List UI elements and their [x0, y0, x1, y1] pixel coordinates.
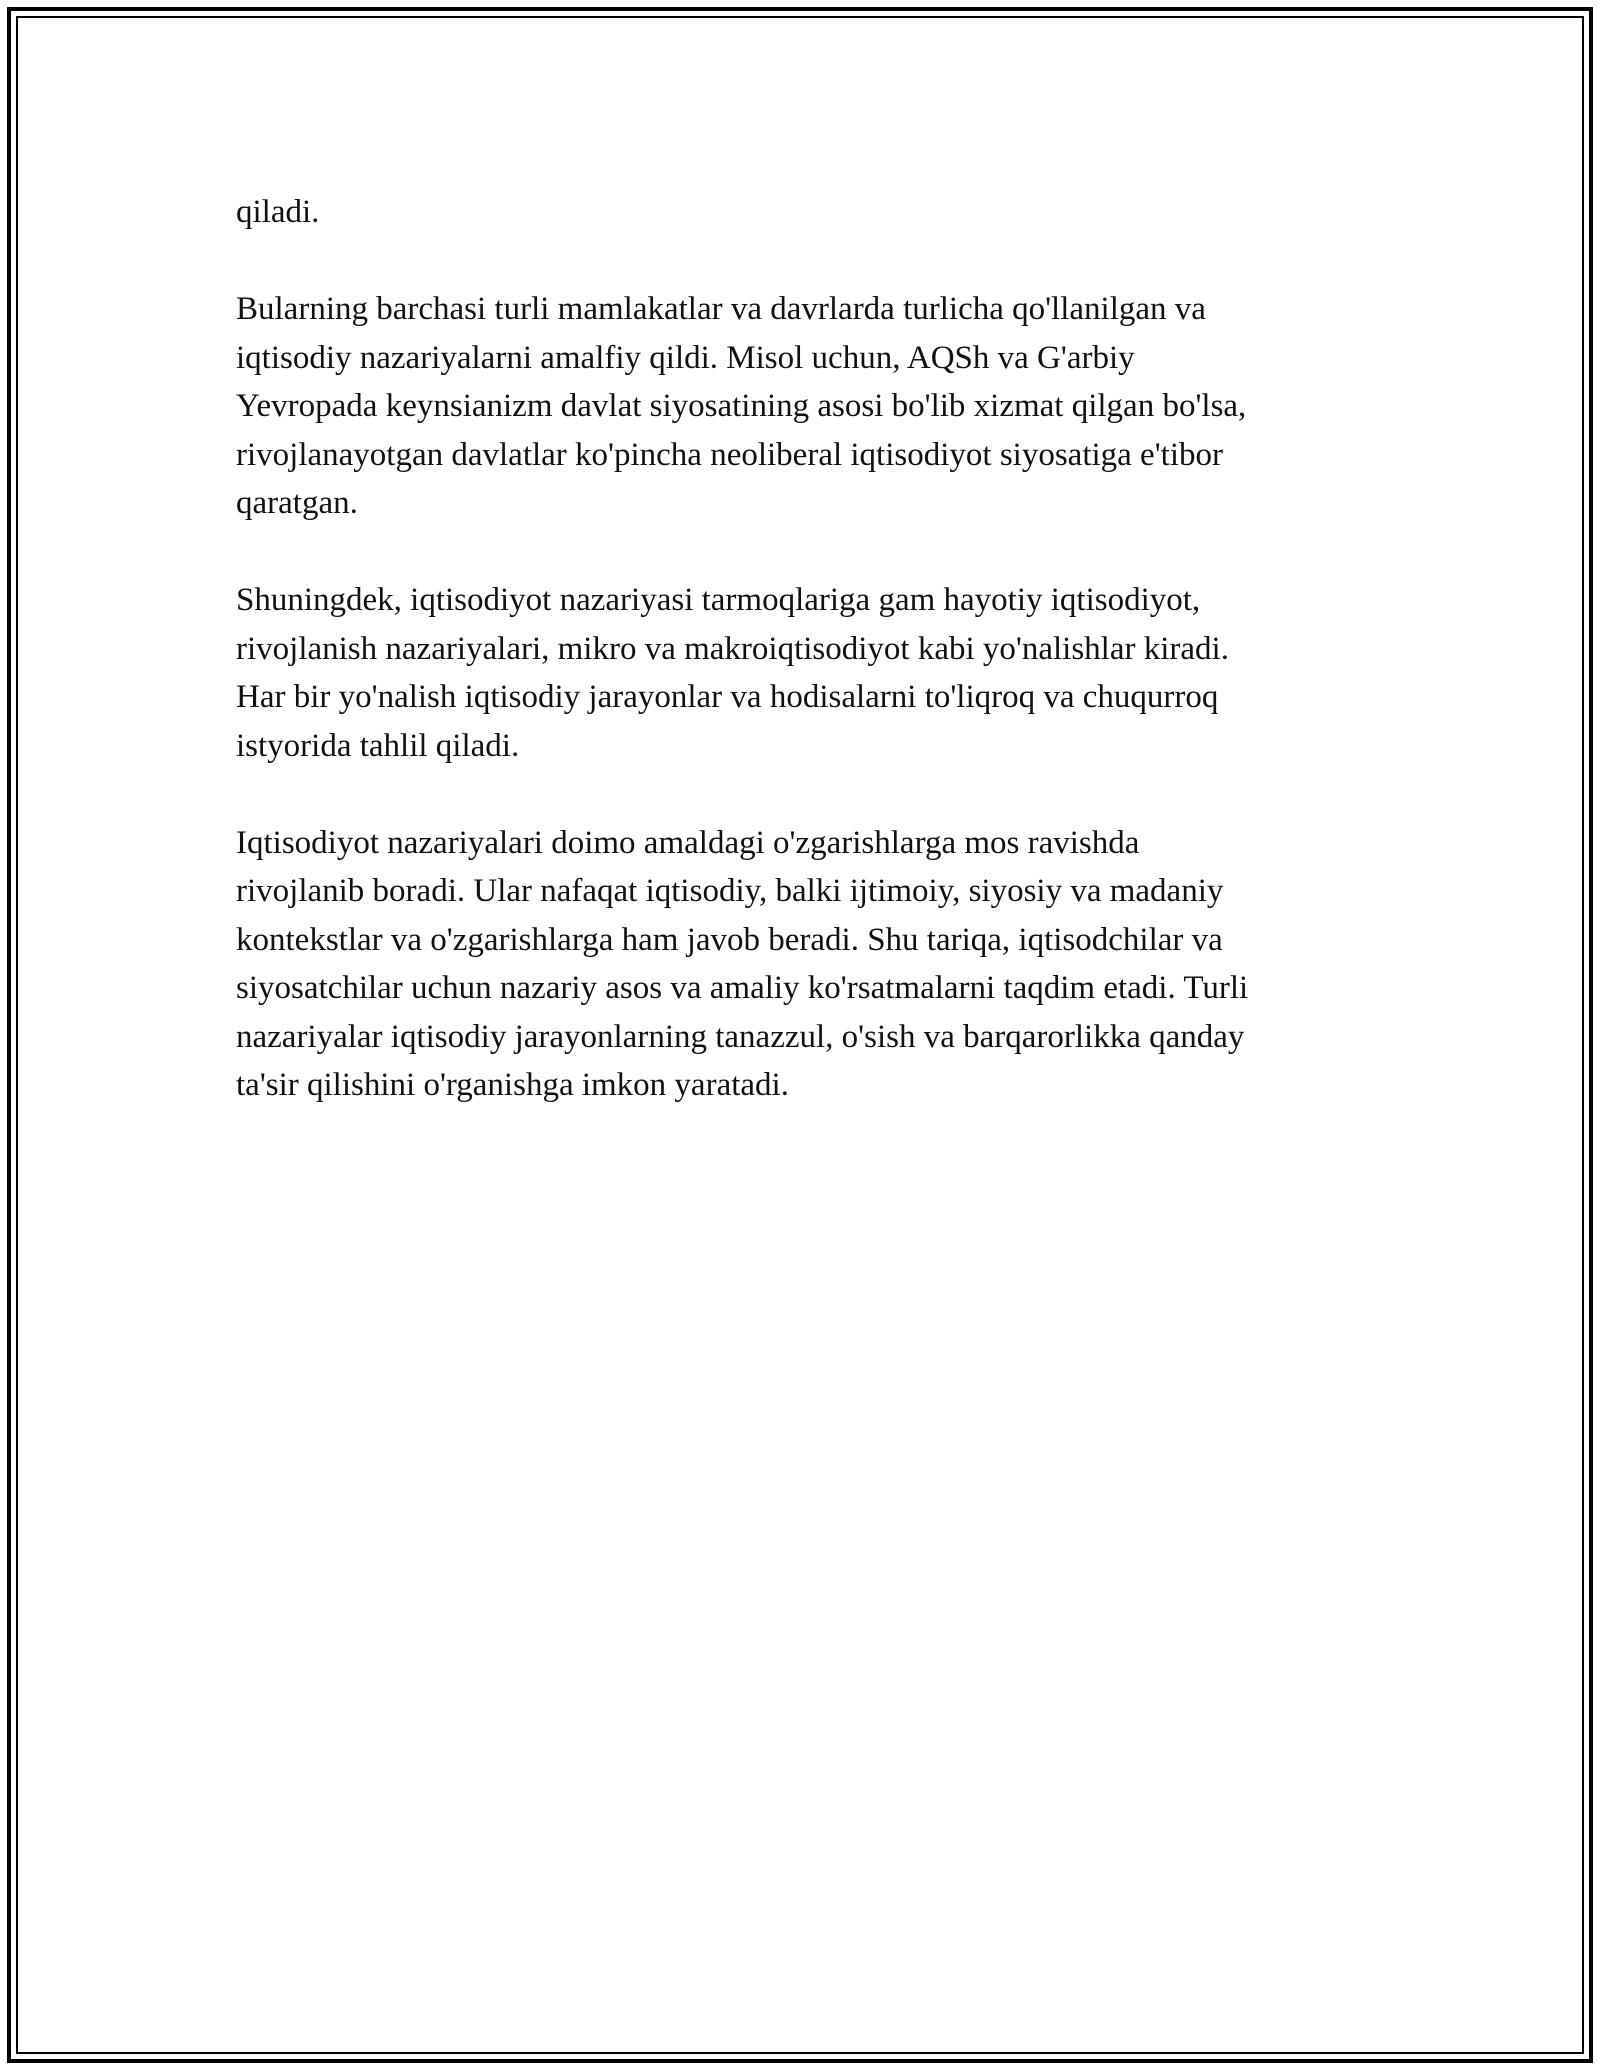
paragraph-2: [236, 285, 1376, 528]
text-line: Bularning barchasi turli mamlakatlar va davrlarda turlicha qo'llanilgan va: [236, 291, 1206, 327]
text-line: nazariyalar iqtisodiy jarayonlarning tanazzul, o'sish va barqarorlikka qanday: [236, 1018, 1245, 1055]
text-line: Har bir yo'nalish iqtisodiy jarayonlar va hodisalarni to'liqroq va chuqurroq: [236, 679, 1219, 715]
text-line: Yevropada keynsianizm davlat siyosatining asosi bo'lib xizmat qilgan bo'lsa,: [236, 388, 1247, 424]
text-line: Shuningdek, iqtisodiyot nazariyasi tarmoqlariga gam hayotiy iqtisodiyot,: [236, 582, 1201, 618]
text-line: ta'sir qilishini o'rganishga imkon yaratadi.: [236, 1067, 789, 1103]
text-line: istyorida tahlil qiladi.: [236, 727, 520, 764]
paragraph-4: [236, 819, 1376, 1110]
text-line: iqtisodiy nazariyalarni amalfiy qildi. Misol uchun, AQSh va G'arbiy: [236, 339, 1135, 376]
paragraph-1: [236, 188, 1376, 237]
text-line: rivojlanib boradi. Ular nafaqat iqtisodiy, balki ijtimoiy, siyosiy va madaniy: [236, 873, 1224, 909]
paragraph-3: [236, 576, 1376, 770]
text-line: siyosatchilar uchun nazariy asos va amaliy ko'rsatmalarni taqdim etadi. Turli: [236, 970, 1249, 1006]
text-line: qaratgan.: [236, 485, 358, 521]
text-line: kontekstlar va o'zgarishlarga ham javob beradi. Shu tariqa, iqtisodchilar va: [236, 921, 1223, 958]
text-line: qiladi.: [236, 194, 320, 230]
document-body: [236, 188, 1376, 1158]
text-line: rivojlanayotgan davlatlar ko'pincha neoliberal iqtisodiyot siyosatiga e'tibor: [236, 436, 1223, 473]
text-line: rivojlanish nazariyalari, mikro va makroiqtisodiyot kabi yo'nalishlar kiradi.: [236, 630, 1229, 667]
text-line: Iqtisodiyot nazariyalari doimo amaldagi o'zgarishlarga mos ravishda: [236, 824, 1140, 861]
